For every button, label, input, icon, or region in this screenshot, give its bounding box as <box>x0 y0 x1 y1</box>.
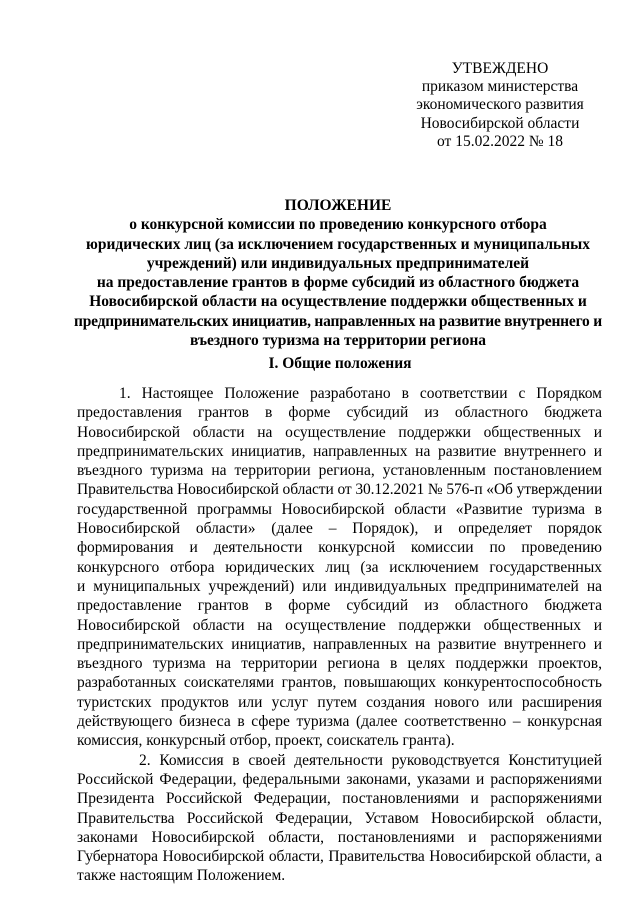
approval-line: от 15.02.2022 № 18 <box>437 132 563 150</box>
text-line: Правительства Новосибирской области от 30.12.2021 № 576-п «Об утверждении <box>77 481 602 499</box>
text-line: комиссия, конкурсный отбор, проект, соискатель гранта). <box>77 732 455 750</box>
approval-line: Новосибирской области <box>420 114 580 132</box>
approval-stamp <box>400 60 600 151</box>
title-line: учреждений) или индивидуальных предпринимателей <box>146 254 530 272</box>
text-line: предоставления грантов в форме субсидий из областного бюджета <box>77 404 602 422</box>
title-line: о конкурсной комиссии по проведению конкурсного отбора <box>129 216 547 234</box>
approval-line: УТВЕЖДЕНО <box>451 60 549 77</box>
approval-line: приказом министерства <box>421 78 579 96</box>
approval-line: экономического развития <box>416 96 584 114</box>
text-line: Российской Федерации, федеральными законами, указами и распоряжениями <box>77 770 602 788</box>
document-title <box>72 196 604 350</box>
text-line: законами Новосибирской области, постановлениями и распоряжениями <box>77 828 602 846</box>
text-line: Новосибирской области» (далее – Порядок), и определяет порядок <box>77 520 602 538</box>
title-line: юридических лиц (за исключением государственных и муниципальных <box>86 235 590 253</box>
text-line: предпринимательских инициатив, направленных на развитие внутреннего и <box>77 635 602 653</box>
text-line: и муниципальных учреждений) или индивидуальных предпринимателей на <box>77 577 602 595</box>
title-line: въездного туризма на территории региона <box>189 332 487 350</box>
text-line: действующего бизнеса в сфере туризма (далее соответственно – конкурсная <box>77 713 602 731</box>
text-line: туристских продуктов или услуг путем создания нового или расширения <box>77 693 602 711</box>
paragraph-2 <box>77 751 602 886</box>
title-line: предпринимательских инициатив, направленных на развитие внутреннего и <box>74 312 602 330</box>
section-heading: I. Общие положения <box>268 355 412 372</box>
text-line: 2. Комиссия в своей деятельности руководствуется Конституцией <box>139 751 602 769</box>
title-heading: ПОЛОЖЕНИЕ <box>284 197 392 214</box>
text-line: разработанных соискателями грантов, повышающих конкурентоспособность <box>77 674 602 692</box>
text-line: государственной программы Новосибирской области «Развитие туризма в <box>77 500 602 518</box>
title-line: на предоставление грантов в форме субсидий из областного бюджета <box>96 274 580 292</box>
text-line: предоставление грантов в форме субсидий из областного бюджета <box>77 597 602 615</box>
paragraph-1 <box>77 384 602 751</box>
text-line: Губернатора Новосибирской области, Правительства Новосибирской области, а <box>77 848 602 866</box>
text-line: 1. Настоящее Положение разработано в соответствии с Порядком <box>119 385 602 402</box>
text-line: конкурсного отбора юридических лиц (за исключением государственных <box>77 558 602 576</box>
text-line: Президента Российской Федерации, постановлениями и распоряжениями <box>77 790 602 808</box>
text-line: Новосибирской области на осуществление поддержки общественных и <box>77 423 602 441</box>
text-line: предпринимательских инициатив, направленных на развитие внутреннего и <box>77 442 602 460</box>
text-line: въездного туризма на территории региона в целях поддержки проектов, <box>77 655 602 673</box>
text-line: Правительства Российской Федерации, Уставом Новосибирской области, <box>77 809 602 827</box>
text-line: также настоящим Положением. <box>77 867 286 885</box>
text-line: формирования и деятельности конкурсной комиссии по проведению <box>77 539 602 557</box>
text-line: въездного туризма на территории региона, установленным постановлением <box>77 462 602 480</box>
text-line: Новосибирской области на осуществление поддержки общественных и <box>77 616 602 634</box>
title-line: Новосибирской области на осуществление поддержки общественных и <box>89 293 587 311</box>
document-body <box>77 384 602 886</box>
